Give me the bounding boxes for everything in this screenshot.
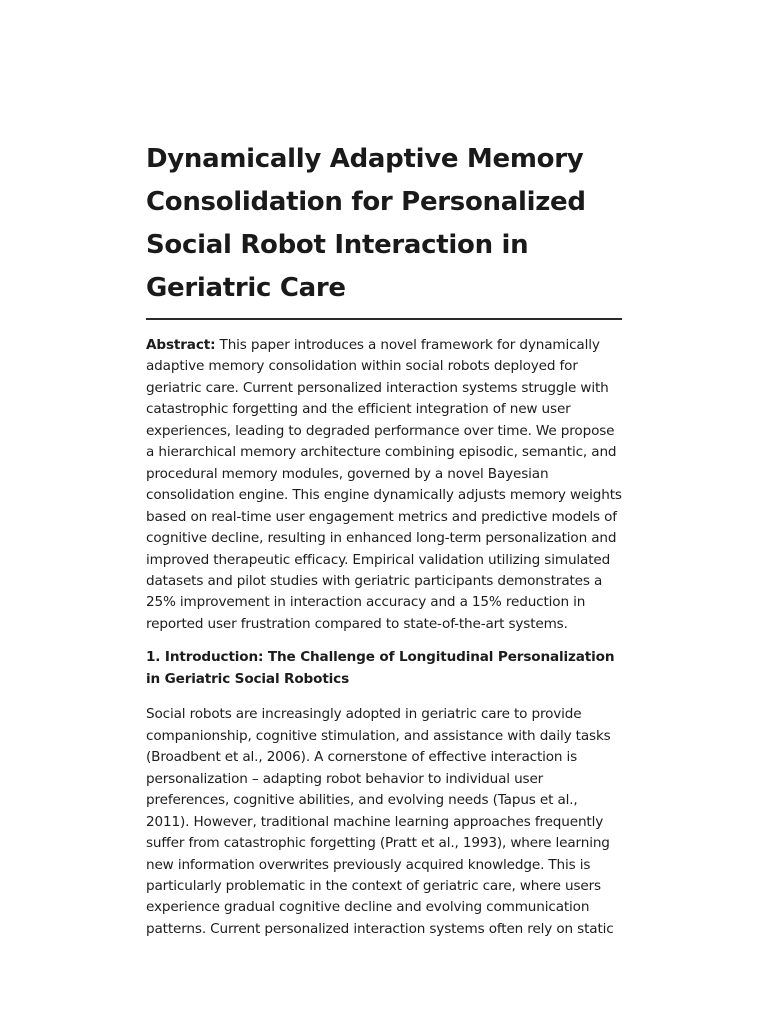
paper-page [146, 0, 624, 940]
section-body: Social robots are increasingly adopted in geriatric care to provide companionship, cognitive stimulation, and assistance with daily tasks (Broadbent et al., 2006). A cornerstone of effective interaction is personalization – adapting robot behavior to individual user preferences, cognitive abilities, and evolving needs (Tapus et al., 2011). However, traditional machine learning approaches frequently suffer from catastrophic forgetting (Pratt et al., 1993), where learning new information overwrites previously acquired knowledge. This is particularly problematic in the context of geriatric care, where users experience gradual cognitive decline and evolving communication patterns. Current personalized interaction systems often rely on static [146, 706, 614, 937]
abstract-text: This paper introduces a novel framework for dynamically adaptive memory consolidation within social robots deployed for geriatric care. Current personalized interaction systems struggle with catastrophic forgetting and the efficient integration of new user experiences, leading to degraded performance over time. We propose a hierarchical memory architecture combining episodic, semantic, and procedural memory modules, governed by a novel Bayesian consolidation engine. This engine dynamically adjusts memory weights based on real-time user engagement metrics and predictive models of cognitive decline, resulting in enhanced long-term personalization and improved therapeutic efficacy. Empirical validation utilizing simulated datasets and pilot studies with geriatric participants demonstrates a 25% improvement in interaction accuracy and a 15% reduction in reported user frustration compared to state-of-the-art systems. [146, 337, 622, 632]
section-heading: 1. Introduction: The Challenge of Longitudinal Personalization in Geriatric Social Robotics [146, 649, 615, 687]
abstract-paragraph [146, 335, 624, 635]
abstract-label: Abstract: [146, 337, 216, 353]
title-divider [146, 318, 622, 320]
paper-title: Dynamically Adaptive Memory Consolidation for Personalized Social Robot Interaction in Geriatric Care [146, 144, 586, 303]
